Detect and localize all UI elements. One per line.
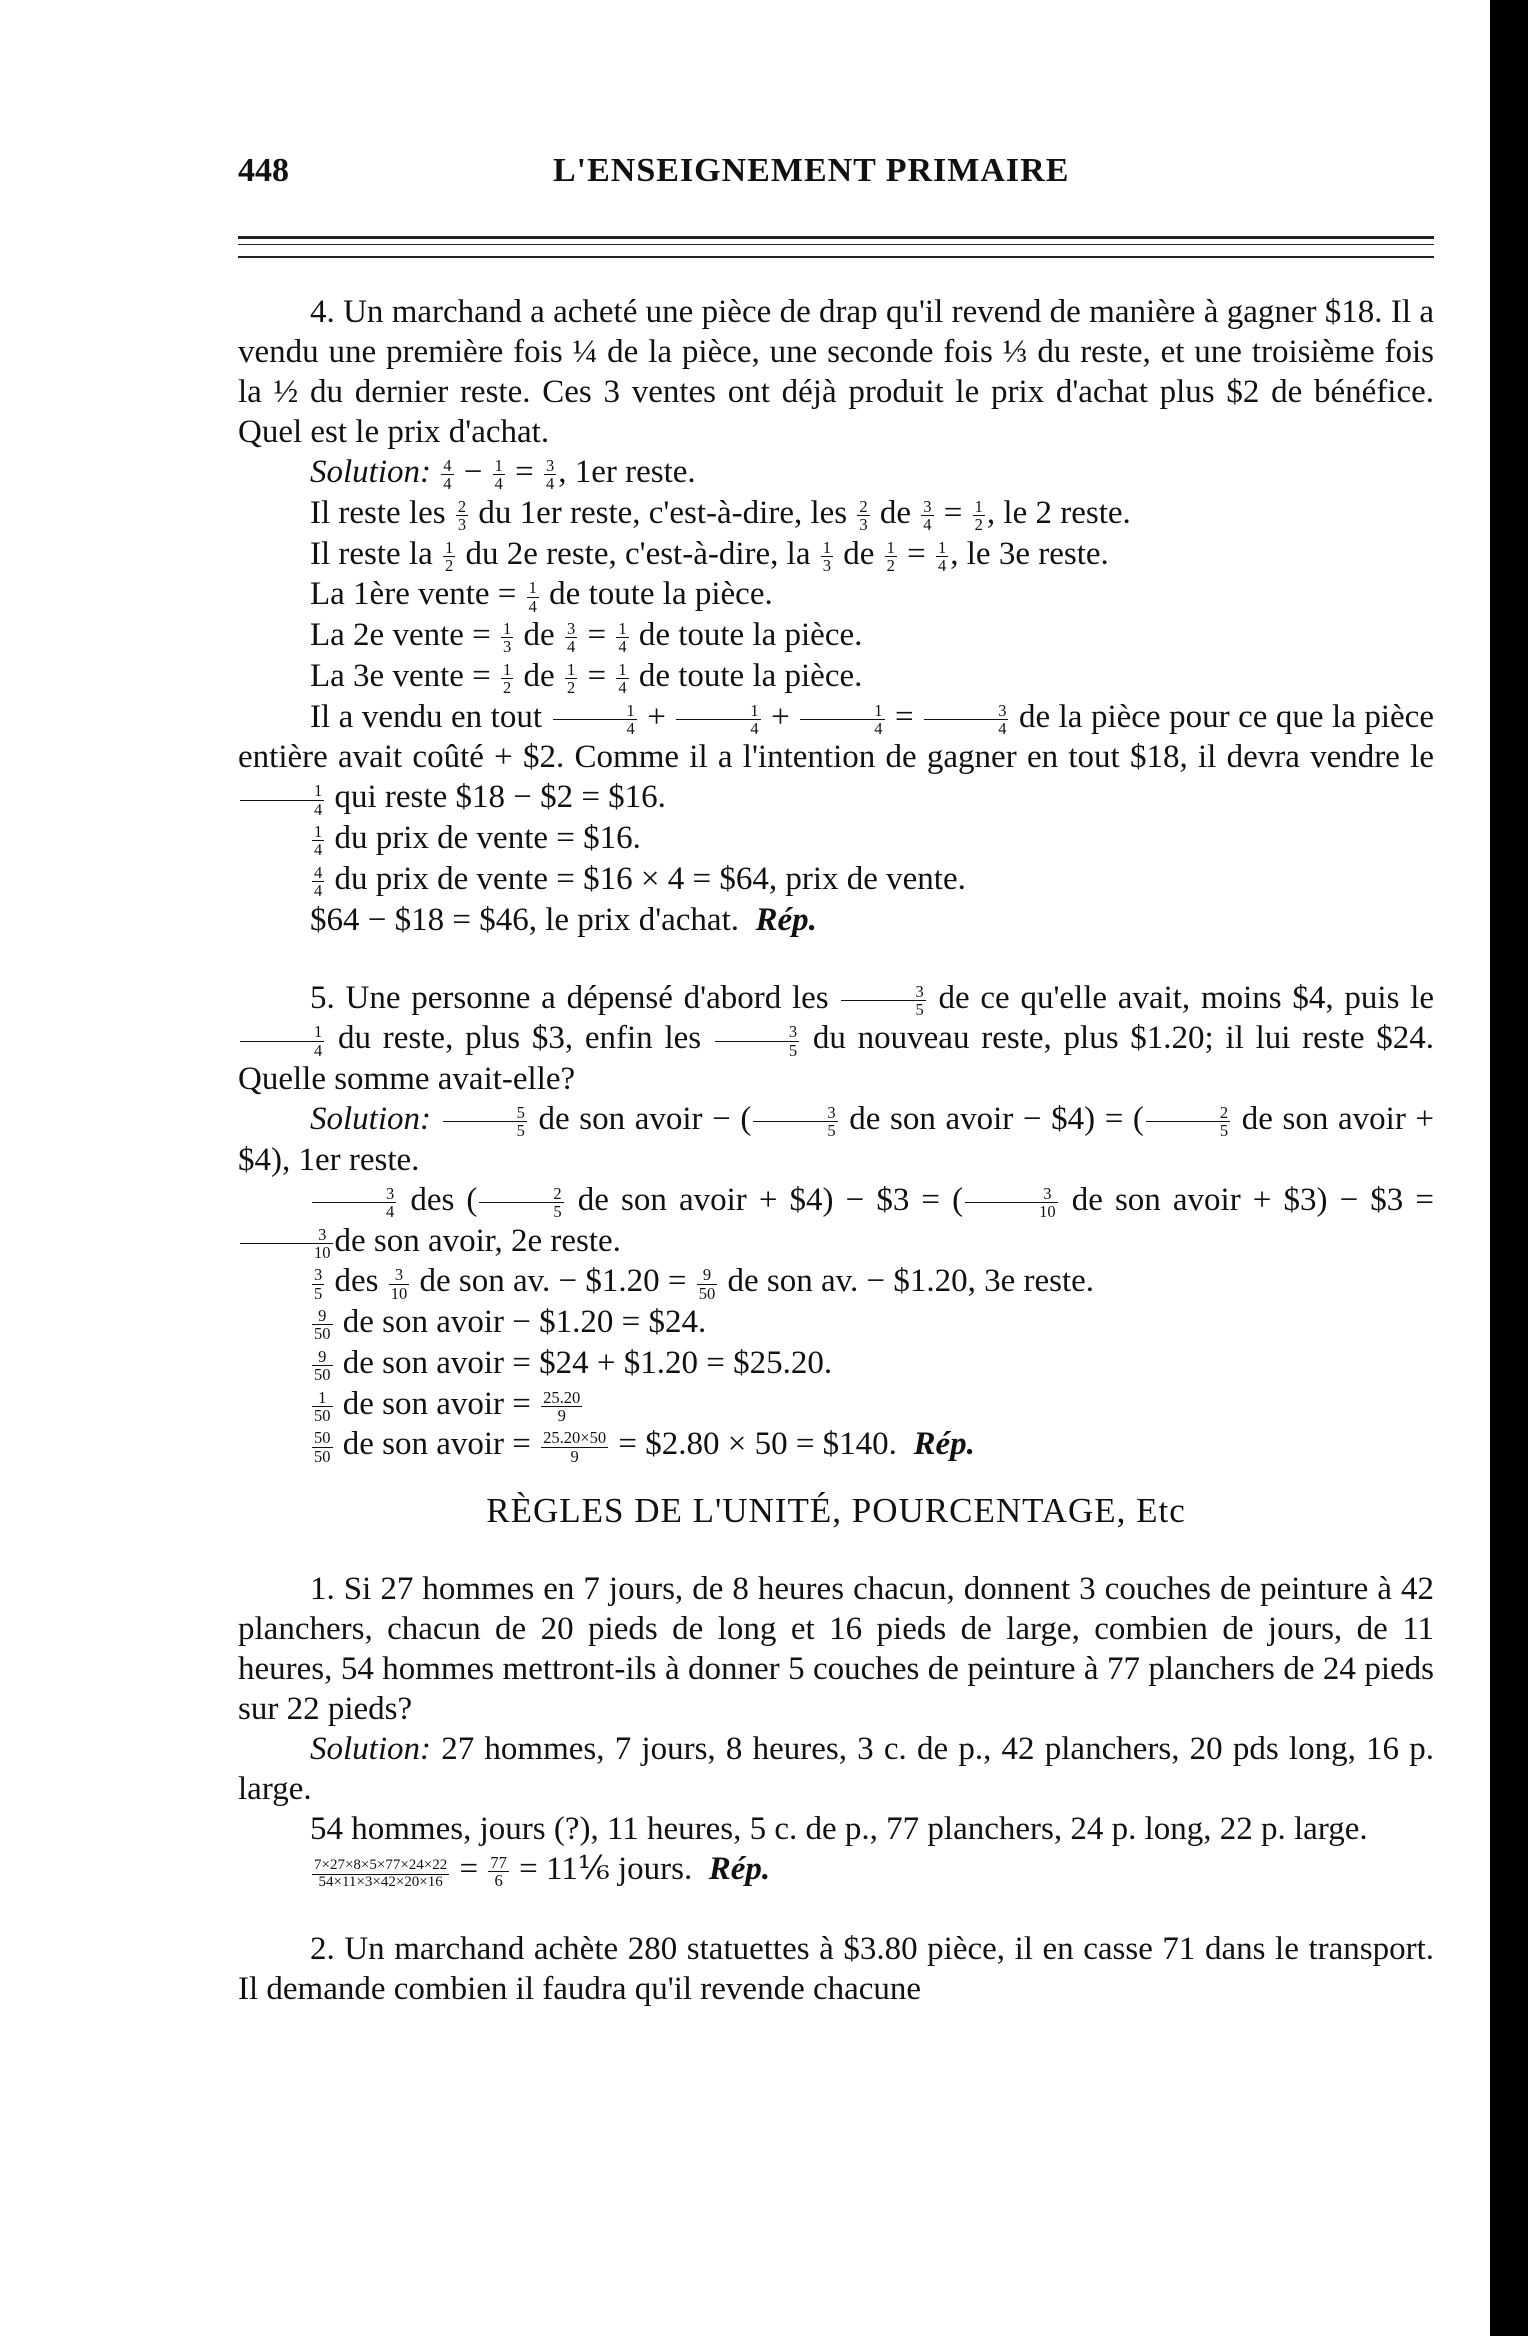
numerator: 1 [800,702,884,720]
numerator: 3 [924,702,1008,720]
denominator: 4 [938,555,947,575]
text: de son avoir = [342,1385,531,1422]
denominator: 5 [314,1283,323,1303]
numerator: 1 [676,702,760,720]
denominator: 3 [859,515,868,535]
fraction [616,620,628,656]
problem-5-solution-line [238,1099,1434,1180]
fraction [312,1307,333,1343]
fraction [565,661,577,697]
fraction [857,498,869,534]
fraction [312,864,324,900]
text: de toute la pièce. [638,617,863,653]
numerator: 3 [923,496,932,516]
text: La 3e vente = [310,657,491,694]
numerator: 1 [618,659,627,679]
numerator: 3 [566,619,576,639]
denominator: 50 [698,1283,716,1303]
text: La 1ère vente = [310,576,517,613]
text: de son avoir = $24 + $1.20 = $25.20. [342,1344,833,1381]
denominator: 50 [314,1405,331,1425]
fraction [493,457,505,493]
header-rule [238,256,1434,258]
denominator: 5 [827,1121,836,1141]
text: du prix de vente = $16 × 4 = $64, prix de vente. [334,860,966,897]
problem-5-line [238,1302,1434,1343]
denominator: 10 [390,1283,408,1303]
fraction [501,661,513,697]
answer-mark: Rép. [755,901,817,938]
numerator: 1 [974,496,983,516]
fraction [697,1266,718,1302]
fraction [885,539,897,575]
problem-4-statement: 4. Un marchand a acheté une pièce de drap qu'il revend de manière à gagner $18. Il a vendu une première fois ¼ de la pièce, une seconde fois ⅓ du reste, et une troisième fois la ½ du dernier reste. Ces 3 ventes ont déjà produit le prix d'achat plus $2 de bénéfice. Quel est le prix d'achat. [238,294,1434,450]
denominator: 3 [822,555,831,575]
solution-label: Solution: [310,454,431,490]
denominator: 50 [314,1365,331,1385]
denominator: 4 [874,718,883,738]
problem-5-statement [238,978,1434,1100]
text: de son avoir − $1.20 = $24. [342,1304,707,1340]
text: de son av. − $1.20, 3e reste. [727,1263,1095,1300]
denominator: 2 [445,555,454,575]
denominator: 3 [503,637,512,657]
fraction [753,1104,837,1140]
header-rule [238,236,1434,239]
fraction [541,1429,608,1465]
denominator: 50 [314,1324,331,1344]
numerator: 9 [312,1307,333,1325]
page-header [238,152,1438,202]
text: de ce qu'elle avait, moins $4, puis le [938,979,1435,1016]
fraction [544,457,556,493]
denominator: 4 [998,718,1007,738]
problem-5-line [238,1384,1434,1425]
fraction [441,457,453,493]
header-rule [238,244,1434,245]
text: de [879,494,912,531]
text: , le 2 reste. [986,494,1131,531]
denominator: 4 [618,678,627,698]
denominator: 4 [528,596,537,616]
running-title: L'ENSEIGNEMENT PRIMAIRE [553,152,1070,189]
denominator: 4 [314,799,323,819]
fraction [800,702,884,738]
text: du 1er reste, c'est-à-dire, les [478,494,848,531]
text: de [843,535,875,572]
fraction [479,1185,563,1221]
denominator: 9 [557,1405,566,1425]
fraction [527,579,539,615]
numerator: 2 [1146,1104,1230,1122]
fraction [312,1266,324,1302]
fraction [921,498,933,534]
denominator: 4 [546,474,555,494]
text: du nouveau reste, plus $1.20; il lui reste $24. Quelle somme avait-elle? [238,1020,1434,1097]
fraction [456,498,468,534]
text: 5. Une personne a dépensé d'abord les [310,979,829,1016]
section-title: RÈGLES DE L'UNITÉ, POURCENTAGE, Etc [486,1491,1186,1530]
fraction [973,498,985,534]
text: La 2e vente = [310,617,491,653]
text: = 11⅙ jours. [519,1851,693,1887]
text: des ( [410,1181,478,1218]
fraction [501,620,513,656]
numerator: 1 [312,1389,333,1407]
fraction [312,823,324,859]
spacer [238,940,1434,978]
fraction [715,1023,799,1059]
spacer [238,1891,1434,1929]
fraction [389,1266,410,1302]
fraction [616,661,628,697]
problem-4-line [238,656,1434,697]
numerator: 1 [822,537,831,557]
text: des [334,1263,379,1300]
rule-1-calculation: $\frac{7\times 27\times 8\times 5\times 77\times 24\times 22}{54\times 11\times 3\times 42\times 20\times 16}$ = $\frac{77}{6}$ = 11⅙ jours. Rép. [314,1851,771,1891]
solution-label: Solution: [310,1731,431,1767]
denominator: 5 [788,1040,798,1060]
rule-2-statement: 2. Un marchand achète 280 statuettes à $3.80 pièce, il en casse 71 dans le transport. Il demande combien il faudra qu'il revende chacune [238,1930,1434,2007]
text: de son avoir − ( [538,1101,752,1137]
fraction [488,1854,509,1890]
numerator: 50 [314,1428,331,1448]
text: Il reste la [310,535,433,572]
fraction [936,539,948,575]
fraction [312,1858,449,1891]
text: de la pièce pour ce que la pièce entière avait coûté + $2. Comme il a l'intention de gagner en tout $18, il devra vendre le [238,698,1434,776]
problem-4-line [238,818,1434,859]
rule-1-solution [238,1729,1434,1809]
numerator: 3 [240,1226,333,1244]
fraction [443,1104,527,1140]
problem-4-line [238,493,1434,534]
numerator: 3 [965,1185,1058,1203]
numerator: 4 [443,456,452,476]
text: = [587,657,607,694]
numerator: 1 [618,619,627,639]
text: de son avoir − $4) = ( [849,1101,1144,1137]
text: de [523,617,555,653]
denominator: 6 [494,1871,503,1891]
fraction [821,539,833,575]
text: 27 hommes, 7 jours, 8 heures, 3 c. de p., 42 planchers, 20 pds long, 16 p. large. [238,1731,1435,1807]
numerator: 2 [479,1185,563,1203]
denominator: 5 [1219,1121,1229,1141]
denominator: 5 [553,1202,562,1222]
text: Il a vendu en tout [310,698,542,735]
text: = [943,494,963,531]
text: de toute la pièce. [549,576,773,613]
text: de son avoir + $4) − $3 = ( [577,1181,964,1218]
problem-4-line: Il a vendu en tout $\frac{1}{4}$ + $\frac{1}{4}$ + $\frac{1}{4}$ = $\frac{3}{4}$ de la pièce pour ce que la pièce entière avait coûté + $2. Comme il a l'intention de gagner en tout $18, il devra vendre le $\frac{1}{4}$ qui reste $18 − $2 = $16. [238,698,1434,819]
answer-mark: Rép. [913,1426,975,1463]
problem-5-line [238,1261,1434,1302]
denominator: 4 [618,637,627,657]
numerator: 1 [886,537,895,557]
numerator: 5 [443,1104,527,1122]
denominator: 4 [923,515,932,535]
fraction [312,1348,333,1384]
numerator: 3 [314,1265,323,1285]
text: du 2e reste, c'est-à-dire, la [465,535,811,572]
denominator: 9 [570,1446,579,1466]
numerator: 3 [389,1266,410,1284]
numerator: 9 [312,1348,333,1366]
problem-5-line [238,1180,1434,1262]
text: , le 3e reste. [950,535,1109,572]
answer-mark: Rép. [708,1851,771,1887]
denominator: 54×11×3×42×20×16 [318,1873,443,1890]
numerator: 9 [697,1266,718,1284]
numerator: 25.20 [543,1387,581,1407]
fraction [240,1226,333,1262]
fraction [965,1185,1058,1221]
fraction [841,983,925,1019]
text: du reste, plus $3, enfin les [338,1020,702,1057]
numerator: 1 [528,578,537,598]
problem-4-line [238,615,1434,656]
text: , 1er reste. [558,454,696,490]
fraction [1146,1104,1230,1140]
text: de son avoir + $3) − $3 = [1071,1181,1434,1218]
denominator: 5 [516,1121,525,1141]
numerator: 1 [445,537,454,557]
rule-1-statement: 1. Si 27 hommes en 7 jours, de 8 heures chacun, donnent 3 couches de peinture à 42 planchers, chacun de 20 pieds de long et 16 pieds de large, combien de jours, de 11 heures, 54 hommes mettront-ils à donner 5 couches de peinture à 77 planchers de 24 pieds sur 22 pieds? [238,1571,1434,1727]
denominator: 50 [314,1446,331,1466]
text: $64 − $18 = $46, le prix d'achat. [310,901,739,938]
numerator: 1 [503,619,512,639]
denominator: 2 [886,555,895,575]
numerator: 77 [490,1853,507,1873]
denominator: 4 [494,474,503,494]
numerator: 4 [314,862,323,882]
numerator: 1 [314,822,323,842]
text: de [523,657,555,694]
text: Il reste les [310,494,446,531]
problem-5-answer [238,1424,1434,1465]
numerator: 1 [494,456,503,476]
denominator: 3 [457,515,467,535]
numerator: 1 [240,782,324,800]
denominator: 2 [566,678,576,698]
denominator: 4 [314,840,323,860]
numerator: 1 [503,659,512,679]
numerator: 2 [859,496,868,516]
fraction [443,539,455,575]
denominator: 4 [626,718,635,738]
text: = [907,535,926,572]
denominator: 4 [566,637,576,657]
solution-label: Solution: [310,1101,431,1137]
numerator: 1 [566,659,576,679]
denominator: 4 [386,1202,395,1222]
fraction [240,782,324,818]
numerator: 1 [240,1023,324,1041]
problem-4-line [238,859,1434,900]
text: = $2.80 × 50 = $140. [618,1426,897,1463]
numerator: 7×27×8×5×77×24×22 [314,1857,448,1873]
numerator: 25.20×50 [543,1428,607,1448]
numerator: 1 [938,537,947,557]
numerator: 3 [753,1104,837,1122]
fraction [676,702,760,738]
text: = [587,617,607,653]
text: de son av. − $1.20 = [419,1263,687,1300]
fraction [240,1023,324,1059]
numerator: 3 [312,1185,396,1203]
text: de son avoir + $4), 1er reste. [238,1101,1435,1178]
problem-4-line [238,534,1434,575]
fraction [312,1389,333,1425]
denominator: 10 [314,1242,331,1262]
fraction [924,702,1008,738]
problem-4-solution-line: Solution: $\frac{4}{4}$ − $\frac{1}{4}$ = $\frac{3}{4}$ , 1er reste. [310,454,696,494]
fraction [312,1185,396,1221]
denominator: 5 [915,999,924,1019]
body-text [238,292,1434,2009]
denominator: 2 [503,678,512,698]
problem-4-answer [238,900,1434,940]
text: de son avoir, 2e reste. [334,1222,621,1259]
denominator: 4 [750,718,759,738]
problem-4-line [238,574,1434,615]
denominator: 2 [974,515,983,535]
fraction [541,1389,582,1425]
fraction [312,1429,333,1465]
numerator: 2 [457,496,467,516]
rule-1-solution: 54 hommes, jours (?), 11 heures, 5 c. de p., 77 planchers, 24 p. long, 22 p. large. [310,1811,1368,1847]
denominator: 4 [314,1040,323,1060]
numerator: 3 [546,456,555,476]
problem-5-line [238,1343,1434,1384]
numerator: 3 [715,1023,799,1041]
denominator: 10 [1039,1202,1056,1222]
text: de son avoir = [342,1426,531,1463]
numerator: 3 [841,983,925,1001]
denominator: 4 [314,881,323,901]
denominator: 4 [443,474,452,494]
fraction [565,620,577,656]
fraction [553,702,637,738]
numerator: 1 [553,702,637,720]
text: qui reste $18 − $2 = $16. [334,779,666,816]
text: de toute la pièce. [638,657,863,694]
page-number: 448 [238,152,289,189]
text: du prix de vente = $16. [334,820,641,856]
